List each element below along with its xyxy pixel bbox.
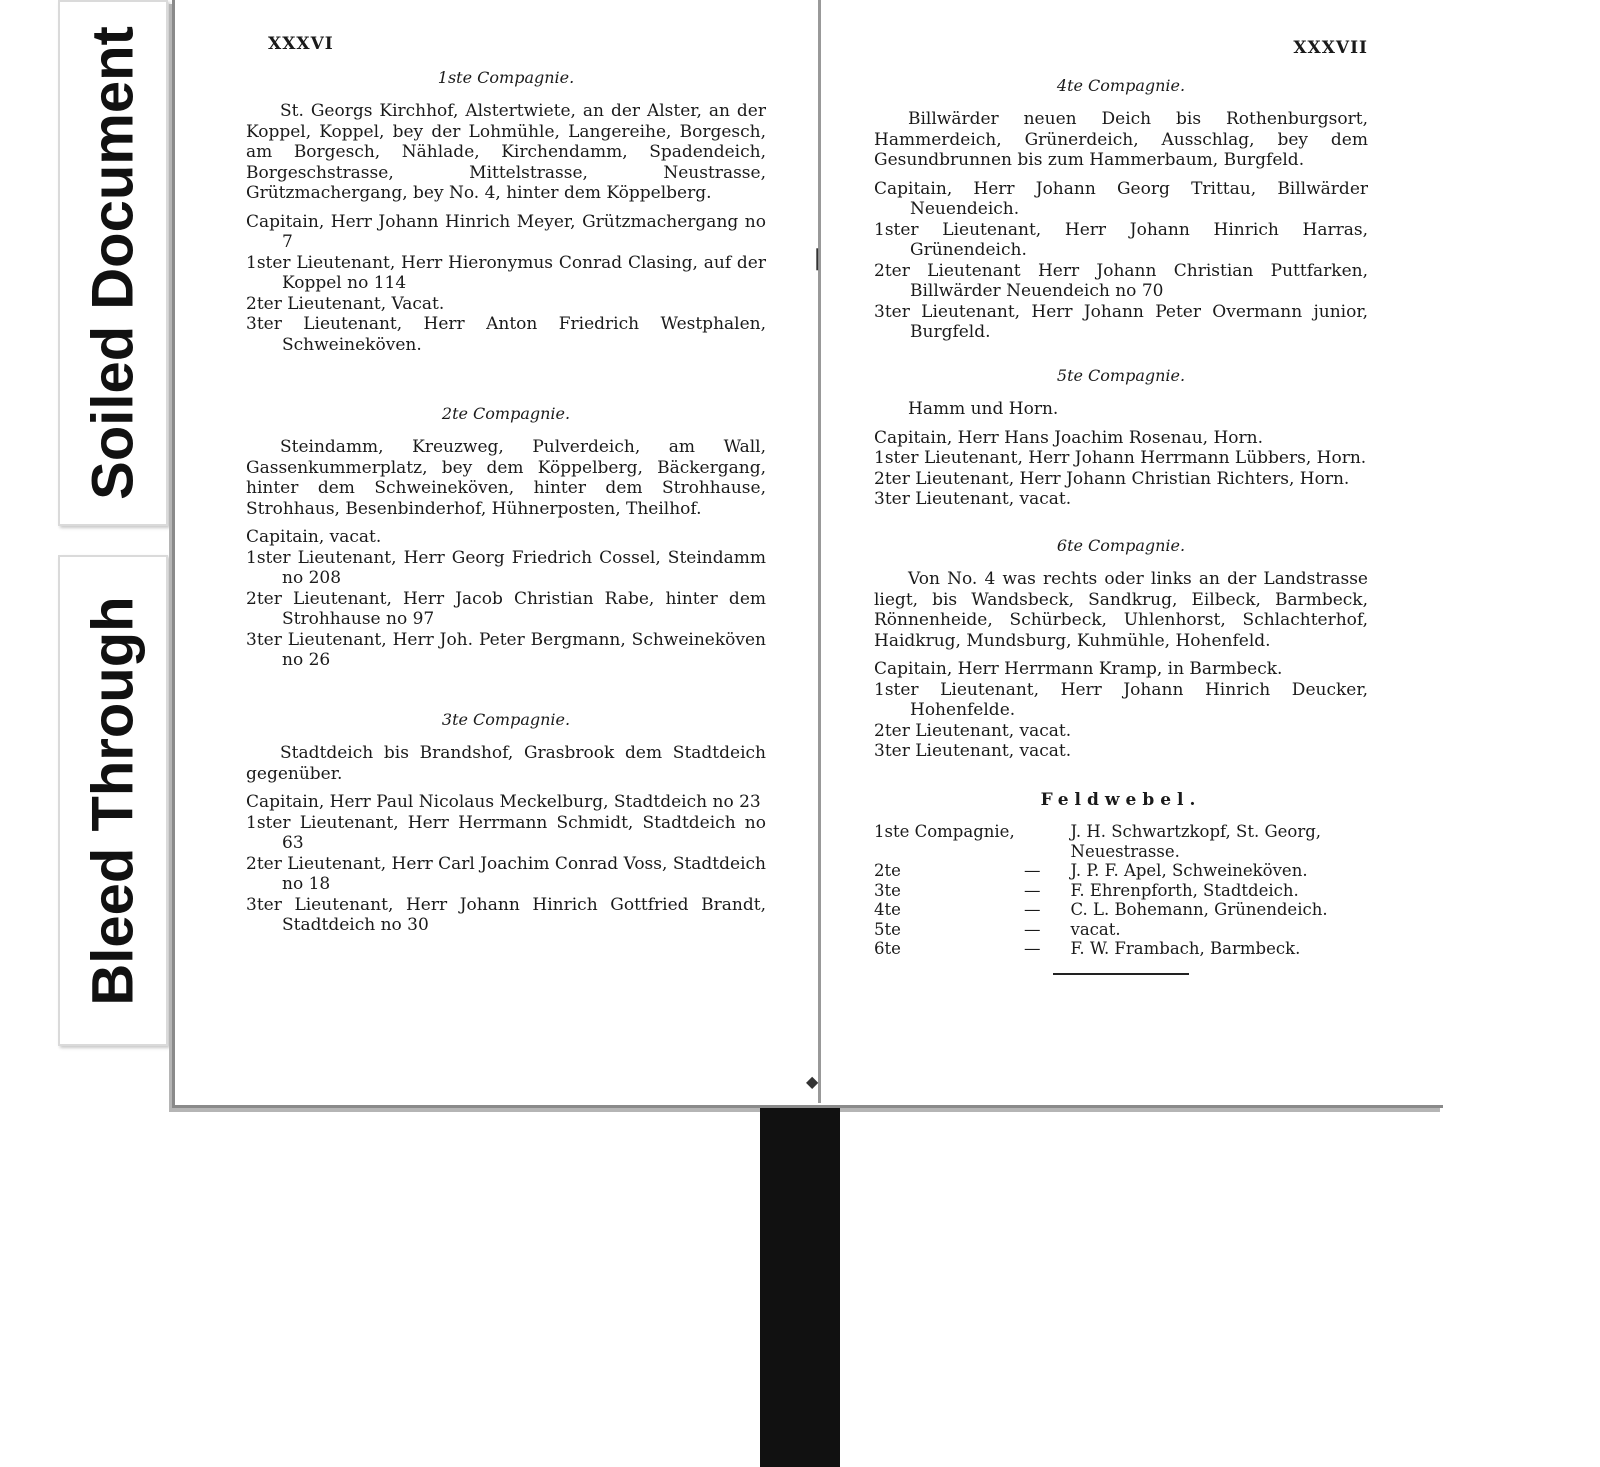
book-spine (818, 0, 821, 1103)
company-cell: 6te (874, 939, 901, 958)
company-cell: 3te (874, 880, 901, 900)
name-cell: C. L. Bohemann, Grünendeich. (1070, 900, 1328, 919)
officer-entry: 1ster Lieutenant, Herr Johann Herrmann Lübbers, Horn. (874, 448, 1367, 468)
name-cell: vacat. (1070, 919, 1121, 939)
dash-cell: — (1024, 861, 1041, 880)
officer-entry: 3ter Lieutenant, Herr Johann Peter Overmann junior, Burgfeld. (874, 301, 1368, 342)
officer-entry: 2ter Lieutenant, Herr Carl Joachim Conrad Voss, Stadtdeich no 18 (246, 853, 766, 894)
officer-entry: 2ter Lieutenant, Vacat. (246, 293, 445, 314)
feldwebel-section (874, 790, 1368, 975)
company-heading: 5te Compagnie. (1056, 366, 1186, 385)
table-row (874, 822, 1368, 861)
soiled-document-label: Soiled Document (80, 26, 146, 500)
company-district: Stadtdeich bis Brandshof, Grasbrook dem Stadtdeich gegenüber. (246, 743, 766, 784)
table-row (874, 939, 1368, 959)
officer-entry: 3ter Lieutenant, Herr Joh. Peter Bergmann, Schweineköven no 26 (246, 629, 766, 670)
officer-entry: 2ter Lieutenant, Herr Jacob Christian Rabe, hinter dem Strohhause no 97 (246, 588, 766, 629)
bleed-through-label: Bleed Through (80, 595, 146, 1006)
officer-entry: 3ter Lieutenant, vacat. (874, 741, 1072, 761)
gutter-mark: ❘ (808, 246, 827, 271)
table-row (874, 861, 1368, 881)
officer-entry: 1ster Lieutenant, Herr Johann Hinrich Deucker, Hohenfelde. (874, 679, 1368, 720)
company-section (246, 404, 766, 671)
table-row (874, 900, 1368, 920)
officer-entry: 2ter Lieutenant, Herr Johann Christian Richters, Horn. (874, 468, 1350, 489)
officer-entry: Capitain, Herr Paul Nicolaus Meckelburg, Stadtdeich no 23 (246, 792, 761, 812)
officer-entry: 2ter Lieutenant Herr Johann Christian Puttfarken, Billwärder Neuendeich no 70 (874, 260, 1368, 301)
name-cell: J. H. Schwartzkopf, St. Georg, Neuestrasse. (1070, 822, 1322, 861)
company-section (874, 536, 1368, 762)
company-district: St. Georgs Kirchhof, Alstertwiete, an der Alster, an der Koppel, Koppel, bey der Lohmühle, Langereihe, Borgesch, am Borgesch, Nählade, Kirchendamm, Spadendeich, Borgeschstrasse, Mittelstrasse, Neustrasse, Grützmachergang, bey No. 4, hinter dem Köppelberg. (246, 101, 766, 203)
dash-cell: — (1024, 919, 1041, 939)
table-row (874, 920, 1368, 940)
officer-entry: Capitain, Herr Herrmann Kramp, in Barmbeck. (874, 659, 1283, 679)
company-district: Billwärder neuen Deich bis Rothenburgsort, Hammerdeich, Grünerdeich, Ausschlag, bey dem Gesundbrunnen bis zum Hammerbaum, Burgfeld. (874, 109, 1368, 170)
company-cell: 2te (874, 861, 901, 880)
company-section (874, 366, 1368, 510)
officer-entry: Capitain, Herr Johann Hinrich Meyer, Grützmachergang no 7 (246, 211, 766, 252)
officer-entry: Capitain, Herr Johann Georg Trittau, Billwärder Neuendeich. (874, 178, 1368, 219)
company-cell: 4te (874, 900, 901, 919)
bleed-through-tab (58, 555, 168, 1046)
officer-entry: 3ter Lieutenant, Herr Johann Hinrich Gottfried Brandt, Stadtdeich no 30 (246, 894, 766, 935)
company-heading: 3te Compagnie. (441, 710, 571, 729)
officer-entry: Capitain, vacat. (246, 527, 382, 547)
officer-entry: 1ster Lieutenant, Herr Hieronymus Conrad Clasing, auf der Koppel no 114 (246, 252, 766, 293)
name-cell: F. W. Frambach, Barmbeck. (1070, 939, 1301, 958)
dash-cell (1024, 822, 1071, 861)
dash-cell: — (1024, 880, 1041, 900)
officer-entry: Capitain, Herr Hans Joachim Rosenau, Horn. (874, 427, 1264, 448)
officer-entry: 1ster Lieutenant, Herr Herrmann Schmidt, Stadtdeich no 63 (246, 812, 766, 853)
company-section (246, 68, 766, 355)
dash-cell: — (1024, 900, 1041, 919)
table-row (874, 881, 1368, 901)
company-heading: 2te Compagnie. (441, 404, 571, 423)
dash-cell: — (1024, 939, 1041, 958)
feldwebel-table (874, 822, 1368, 959)
officer-entry: 2ter Lieutenant, vacat. (874, 720, 1072, 741)
officer-entry: 3ter Lieutenant, Herr Anton Friedrich Westphalen, Schweineköven. (246, 314, 766, 355)
company-section (874, 76, 1368, 343)
black-strap (760, 1108, 840, 1467)
company-heading: 6te Compagnie. (1056, 536, 1186, 555)
company-district: Von No. 4 was rechts oder links an der Landstrasse liegt, bis Wandsbeck, Sandkrug, Eilbeck, Barmbeck, Rönnenheide, Schürbeck, Uhlenhorst, Schlachterhof, Haidkrug, Mundsburg, Kuhmühle, Hohenfeld. (874, 569, 1368, 651)
company-cell: 5te (874, 919, 901, 939)
gutter-diamond: ◆ (806, 1072, 819, 1091)
feldwebel-heading: Feldwebel. (1040, 790, 1202, 810)
officer-entry: 1ster Lieutenant, Herr Georg Friedrich Cossel, Steindamm no 208 (246, 547, 766, 588)
officer-entry: 1ster Lieutenant, Herr Johann Hinrich Harras, Grünendeich. (874, 219, 1368, 260)
closing-rule (1053, 973, 1189, 975)
company-heading: 1ste Compagnie. (437, 68, 575, 87)
company-section (246, 710, 766, 936)
company-heading: 4te Compagnie. (1056, 76, 1186, 95)
company-district: Hamm und Horn. (908, 399, 1059, 419)
name-cell: J. P. F. Apel, Schweineköven. (1070, 861, 1308, 880)
company-district: Steindamm, Kreuzweg, Pulverdeich, am Wall, Gassenkummerplatz, bey dem Köppelberg, Bäckergang, hinter dem Schweineköven, hinter dem Strohhause, Strohhaus, Besenbinderhof, Hühnerposten, Theilhof. (246, 437, 766, 519)
company-cell: 1ste Compagnie, (874, 822, 1015, 841)
right-page-number: XXXVII (1293, 38, 1368, 58)
officer-entry: 3ter Lieutenant, vacat. (874, 489, 1072, 509)
left-page-number: XXXVI (268, 34, 334, 54)
name-cell: F. Ehrenpforth, Stadtdeich. (1070, 880, 1299, 900)
soiled-document-tab (58, 0, 168, 526)
